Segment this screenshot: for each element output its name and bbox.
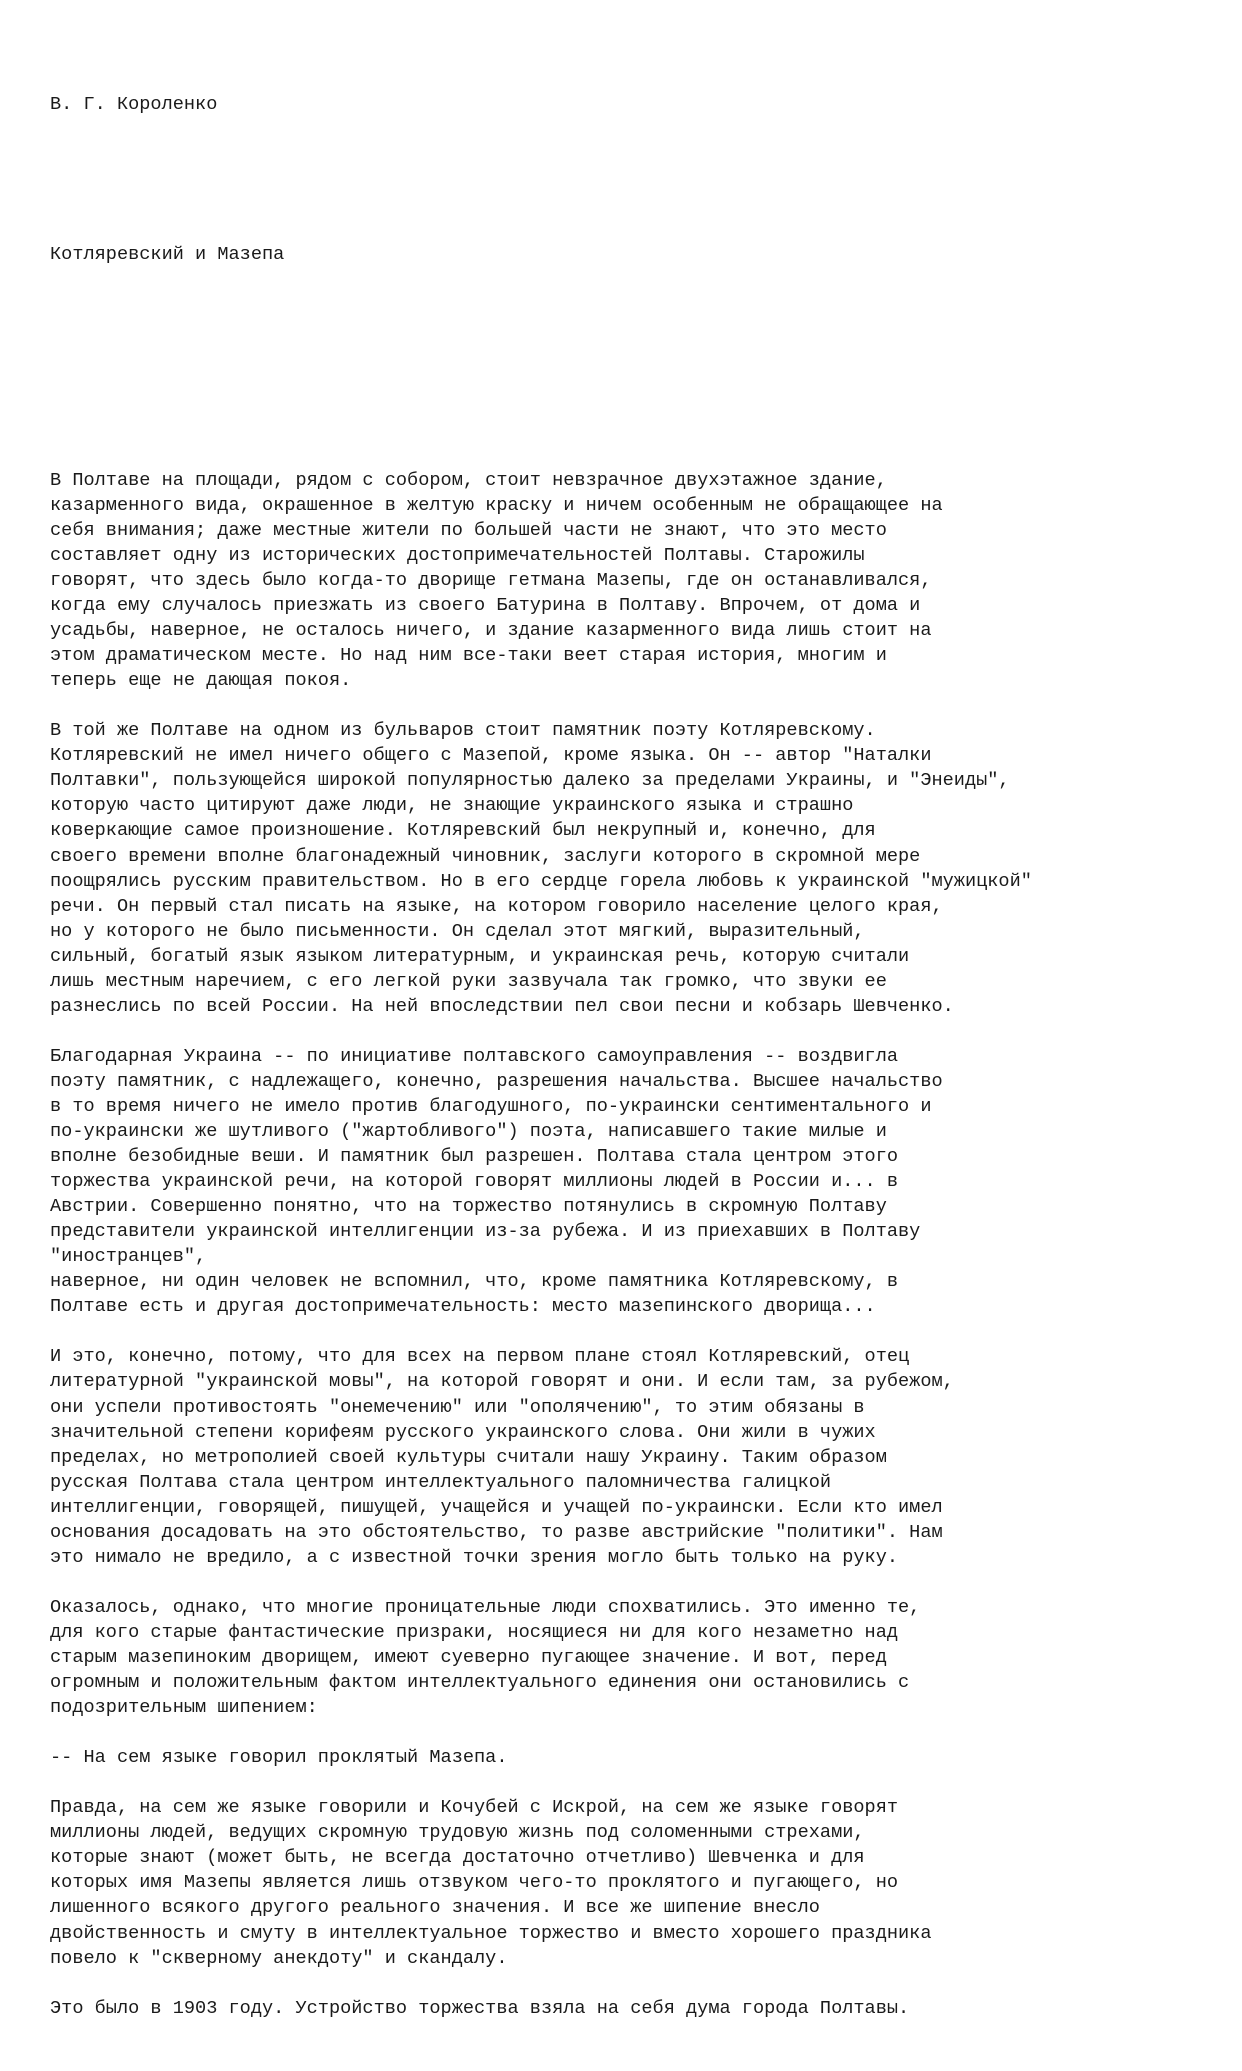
text-line: основания досадовать на это обстоятельство, то разве австрийские "политики". Нам	[50, 1521, 943, 1543]
blank-line	[50, 693, 1220, 718]
text-line: составляет одну из исторических достопримечательностей Полтавы. Старожилы	[50, 544, 865, 566]
text-line: когда ему случалось приезжать из своего Батурина в Полтаву. Впрочем, от дома и	[50, 595, 921, 617]
blank-line	[50, 1319, 1220, 1344]
text-line: Это было в 1903 году. Устройство торжества взяла на себя дума города Полтавы.	[50, 1997, 910, 2019]
blank-line	[50, 1971, 1220, 1996]
text-line: усадьбы, наверное, не осталось ничего, и здание казарменного вида лишь стоит на	[50, 620, 932, 642]
paragraphs-container	[50, 468, 1220, 2021]
paragraph	[50, 1344, 1220, 1569]
text-line: русская Полтава стала центром интеллектуального паломничества галицкой	[50, 1471, 832, 1493]
paragraph	[50, 468, 1220, 693]
text-line: теперь еще не дающая покоя.	[50, 670, 352, 692]
text-line: они успели противостоять "онемечению" или "ополячению", то этим обязаны в	[50, 1396, 865, 1418]
text-line: значительной степени корифеям русского украинского слова. Они жили в чужих	[50, 1421, 876, 1443]
text-line: которых имя Мазепы является лишь отзвуком чего-то проклятого и пугающего, но	[50, 1872, 899, 1894]
text-line: для кого старые фантастические призраки, носящиеся ни для кого незаметно над	[50, 1621, 899, 1643]
text-line: интеллигенции, говорящей, пишущей, учащейся и учащей по-украински. Если кто имел	[50, 1496, 943, 1518]
text-line: коверкающие самое произношение. Котляревский был некрупный и, конечно, для	[50, 820, 876, 842]
text-line: но у которого не было письменности. Он сделал этот мягкий, выразительный,	[50, 920, 865, 942]
author-line: В. Г. Короленко	[50, 94, 218, 116]
text-line: которые знают (может быть, не всегда достаточно отчетливо) Шевченка и для	[50, 1847, 865, 1869]
text-line: подозрительным шипением:	[50, 1697, 318, 1719]
blank-line	[50, 167, 1220, 192]
text-line: Полтавки", пользующейся широкой популярностью далеко за пределами Украины, и "Энеиды",	[50, 770, 1010, 792]
blank-line	[50, 318, 1220, 368]
text-line: наверное, ни один человек не вспомнил, что, кроме памятника Котляревскому, в	[50, 1271, 899, 1293]
paragraph	[50, 1745, 1220, 1770]
paragraph	[50, 1044, 1220, 1320]
text-line: огромным и положительным фактом интеллектуального единения они остановились с	[50, 1672, 910, 1694]
text-line: которую часто цитируют даже люди, не знающие украинского языка и страшно	[50, 795, 854, 817]
text-line: Полтаве есть и другая достопримечательность: место мазепинского дворища...	[50, 1296, 876, 1318]
text-line: по-украински же шутливого ("жартобливого") поэта, написавшего такие милые и	[50, 1121, 887, 1143]
text-line: И это, конечно, потому, что для всех на первом плане стоял Котляревский, отец	[50, 1346, 910, 1368]
text-line: сильный, богатый язык языком литературным, и украинская речь, которую считали	[50, 945, 910, 967]
document-text	[50, 42, 1220, 2071]
paragraph	[50, 1996, 1220, 2021]
text-line: миллионы людей, ведущих скромную трудовую жизнь под соломенными стрехами,	[50, 1822, 865, 1844]
text-line: Австрии. Совершенно понятно, что на торжество потянулись в скромную Полтаву	[50, 1196, 887, 1218]
text-line: литературной "украинской мовы", на которой говорят и они. И если там, за рубежом,	[50, 1371, 954, 1393]
text-line: повело к "скверному анекдоту" и скандалу.	[50, 1947, 508, 1969]
text-line: двойственность и смуту в интеллектуальное торжество и вместо хорошего праздника	[50, 1922, 932, 1944]
text-line: Оказалось, однако, что многие проницательные люди спохватились. Это именно те,	[50, 1596, 921, 1618]
text-line: в то время ничего не имело против благодушного, по-украински сентиментального и	[50, 1095, 932, 1117]
text-line: торжества украинской речи, на которой говорят миллионы людей в России и... в	[50, 1171, 899, 1193]
text-line: казарменного вида, окрашенное в желтую краску и ничем особенным не обращающее на	[50, 494, 943, 516]
text-line: разнеслись по всей России. На ней впоследствии пел свои песни и кобзарь Шевченко.	[50, 995, 954, 1017]
blank-line	[50, 1019, 1220, 1044]
text-line: "иностранцев",	[50, 1246, 207, 1268]
text-line: себя внимания; даже местные жители по большей части не знают, что это место	[50, 519, 887, 541]
text-line: вполне безобидные веши. И памятник был разрешен. Полтава стала центром этого	[50, 1146, 899, 1168]
text-line: Котляревский не имел ничего общего с Мазепой, кроме языка. Он -- автор "Наталки	[50, 745, 932, 767]
paragraph	[50, 1795, 1220, 1970]
document-title: Котляревский и Мазепа	[50, 244, 285, 266]
paragraph	[50, 718, 1220, 1019]
text-line: своего времени вполне благонадежный чиновник, заслуги которого в скромной мере	[50, 845, 921, 867]
text-line: поощрялись русским правительством. Но в его сердце горела любовь к украинской "мужицкой"	[50, 870, 1032, 892]
blank-line	[50, 1570, 1220, 1595]
blank-line	[50, 1720, 1220, 1745]
text-line: поэту памятник, с надлежащего, конечно, разрешения начальства. Высшее начальство	[50, 1070, 943, 1092]
text-line: В той же Полтаве на одном из бульваров стоит памятник поэту Котляревскому.	[50, 720, 876, 742]
text-line: речи. Он первый стал писать на языке, на котором говорило население целого края,	[50, 895, 943, 917]
text-line: лишь местным наречием, с его легкой руки зазвучала так громко, что звуки ее	[50, 970, 887, 992]
text-line: Благодарная Украина -- по инициативе полтавского самоуправления -- воздвигла	[50, 1045, 899, 1067]
text-line: представители украинской интеллигенции из-за рубежа. И из приехавших в Полтаву	[50, 1221, 921, 1243]
text-line: Правда, на сем же языке говорили и Кочубей с Искрой, на сем же языке говорят	[50, 1797, 899, 1819]
blank-line	[50, 1770, 1220, 1795]
text-line: -- На сем языке говорил проклятый Мазепа.	[50, 1747, 508, 1769]
paragraph	[50, 1595, 1220, 1720]
text-line: этом драматическом месте. Но над ним все-таки веет старая история, многим и	[50, 645, 887, 667]
text-line: это нимало не вредило, а с известной точки зрения могло быть только на руку.	[50, 1546, 899, 1568]
text-line: лишенного всякого другого реального значения. И все же шипение внесло	[50, 1897, 820, 1919]
text-line: В Полтаве на площади, рядом с собором, стоит невзрачное двухэтажное здание,	[50, 469, 887, 491]
text-line: пределах, но метрополией своей культуры считали нашу Украину. Таким образом	[50, 1446, 887, 1468]
text-line: говорят, что здесь было когда-то дворище гетмана Мазепы, где он останавливался,	[50, 569, 932, 591]
text-line: старым мазепиноким дворищем, имеют суеверно пугающее значение. И вот, перед	[50, 1647, 887, 1668]
